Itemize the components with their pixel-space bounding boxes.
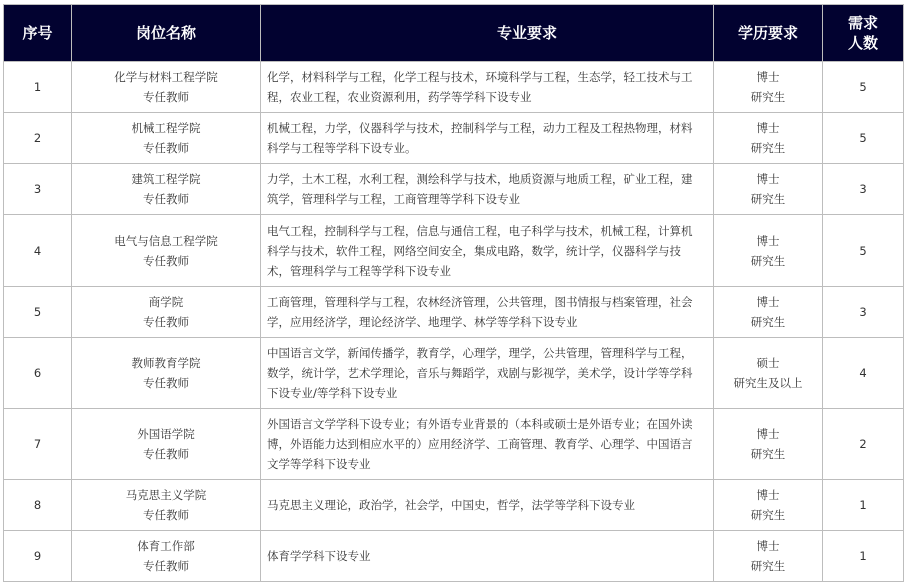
cell-count: 5	[823, 113, 904, 164]
cell-major: 电气工程，控制科学与工程，信息与通信工程，电子科学与技术，机械工程，计算机科学与技术，软件工程，网络空间安全，集成电路，数学，统计学，仪器科学与技术，管理科学与工程等学科下设专业	[261, 215, 714, 287]
cell-position	[72, 480, 261, 531]
table-row	[4, 338, 904, 409]
cell-position	[72, 287, 261, 338]
dept-name: 教师教育学院	[131, 356, 201, 370]
cell-major: 体育学学科下设专业	[261, 531, 714, 582]
role-name: 专任教师	[143, 192, 189, 206]
table-row	[4, 215, 904, 287]
degree: 硕士	[756, 356, 780, 370]
cell-no: 6	[4, 338, 72, 409]
recruitment-table	[3, 4, 904, 582]
table-row	[4, 287, 904, 338]
cell-position	[72, 164, 261, 215]
header-count-line2: 人数	[847, 34, 878, 52]
table-body	[4, 62, 904, 582]
cell-position	[72, 62, 261, 113]
header-education: 学历要求	[714, 5, 823, 62]
role-name: 专任教师	[143, 559, 189, 573]
level: 研究生	[750, 447, 786, 461]
header-no: 序号	[4, 5, 72, 62]
cell-major: 外国语言文学学科下设专业；有外语专业背景的（本科或硕士是外语专业；在国外读博，外语能力达到相应水平的）应用经济学、工商管理、教育学、心理学、中国语言文学等学科下设专业	[261, 409, 714, 480]
role-name: 专任教师	[143, 508, 189, 522]
cell-no: 3	[4, 164, 72, 215]
degree: 博士	[756, 172, 780, 186]
cell-education	[714, 164, 823, 215]
cell-count: 2	[823, 409, 904, 480]
cell-education	[714, 113, 823, 164]
cell-no: 8	[4, 480, 72, 531]
cell-education	[714, 480, 823, 531]
cell-position	[72, 113, 261, 164]
dept-name: 电气与信息工程学院	[114, 233, 218, 248]
cell-count: 3	[823, 164, 904, 215]
cell-education	[714, 215, 823, 287]
level: 研究生	[750, 141, 786, 155]
cell-education	[714, 287, 823, 338]
cell-no: 9	[4, 531, 72, 582]
dept-name: 建筑工程学院	[131, 172, 201, 186]
role-name: 专任教师	[143, 253, 189, 268]
level: 研究生	[750, 192, 786, 206]
cell-major: 中国语言文学，新闻传播学，教育学，心理学，理学，公共管理，管理科学与工程，数学，统计学，艺术学理论，音乐与舞蹈学，戏剧与影视学，美术学，设计学等学科下设专业/等学科下设专业	[261, 338, 714, 409]
table-row	[4, 164, 904, 215]
degree: 博士	[756, 70, 780, 84]
dept-name: 体育工作部	[137, 539, 195, 553]
cell-major: 力学，土木工程，水利工程，测绘科学与技术，地质资源与地质工程，矿业工程，建筑学，管理科学与工程，工商管理等学科下设专业	[261, 164, 714, 215]
table-row	[4, 62, 904, 113]
cell-major: 工商管理，管理科学与工程，农林经济管理，公共管理，图书情报与档案管理，社会学，应用经济学，理论经济学、地理学、林学等学科下设专业	[261, 287, 714, 338]
cell-no: 5	[4, 287, 72, 338]
header-count	[823, 5, 904, 62]
level: 研究生	[750, 508, 786, 522]
dept-name: 机械工程学院	[131, 121, 201, 135]
role-name: 专任教师	[143, 141, 189, 155]
degree: 博士	[756, 295, 780, 309]
header-row	[4, 5, 904, 62]
header-major: 专业要求	[261, 5, 714, 62]
cell-no: 4	[4, 215, 72, 287]
cell-count: 5	[823, 215, 904, 287]
cell-education	[714, 62, 823, 113]
role-name: 专任教师	[143, 315, 189, 329]
degree: 博士	[756, 233, 780, 248]
cell-count: 3	[823, 287, 904, 338]
cell-no: 1	[4, 62, 72, 113]
degree: 博士	[756, 121, 780, 135]
cell-major: 化学，材料科学与工程，化学工程与技术，环境科学与工程，生态学，轻工技术与工程，农业工程，农业资源利用，药学等学科下设专业	[261, 62, 714, 113]
degree: 博士	[756, 539, 780, 553]
level: 研究生及以上	[733, 376, 803, 390]
dept-name: 商学院	[148, 295, 184, 309]
table-row	[4, 480, 904, 531]
role-name: 专任教师	[143, 447, 189, 461]
dept-name: 化学与材料工程学院	[114, 70, 218, 84]
table-row	[4, 113, 904, 164]
header-position: 岗位名称	[72, 5, 261, 62]
level: 研究生	[750, 253, 786, 268]
degree: 博士	[756, 427, 780, 441]
table-header	[4, 5, 904, 62]
header-count-line1: 需求	[847, 14, 878, 32]
cell-position	[72, 409, 261, 480]
table-row	[4, 409, 904, 480]
cell-position	[72, 215, 261, 287]
cell-count: 5	[823, 62, 904, 113]
cell-position	[72, 531, 261, 582]
cell-education	[714, 409, 823, 480]
role-name: 专任教师	[143, 90, 189, 104]
cell-major: 机械工程，力学，仪器科学与技术，控制科学与工程，动力工程及工程热物理，材料科学与工程等学科下设专业。	[261, 113, 714, 164]
cell-major: 马克思主义理论，政治学，社会学，中国史，哲学，法学等学科下设专业	[261, 480, 714, 531]
cell-count: 1	[823, 480, 904, 531]
cell-education	[714, 338, 823, 409]
role-name: 专任教师	[143, 376, 189, 390]
cell-no: 7	[4, 409, 72, 480]
level: 研究生	[750, 559, 786, 573]
table-row	[4, 531, 904, 582]
degree: 博士	[756, 488, 780, 502]
cell-count: 1	[823, 531, 904, 582]
cell-count: 4	[823, 338, 904, 409]
level: 研究生	[750, 315, 786, 329]
cell-education	[714, 531, 823, 582]
level: 研究生	[750, 90, 786, 104]
dept-name: 马克思主义学院	[125, 488, 207, 502]
cell-position	[72, 338, 261, 409]
dept-name: 外国语学院	[137, 427, 195, 441]
cell-no: 2	[4, 113, 72, 164]
